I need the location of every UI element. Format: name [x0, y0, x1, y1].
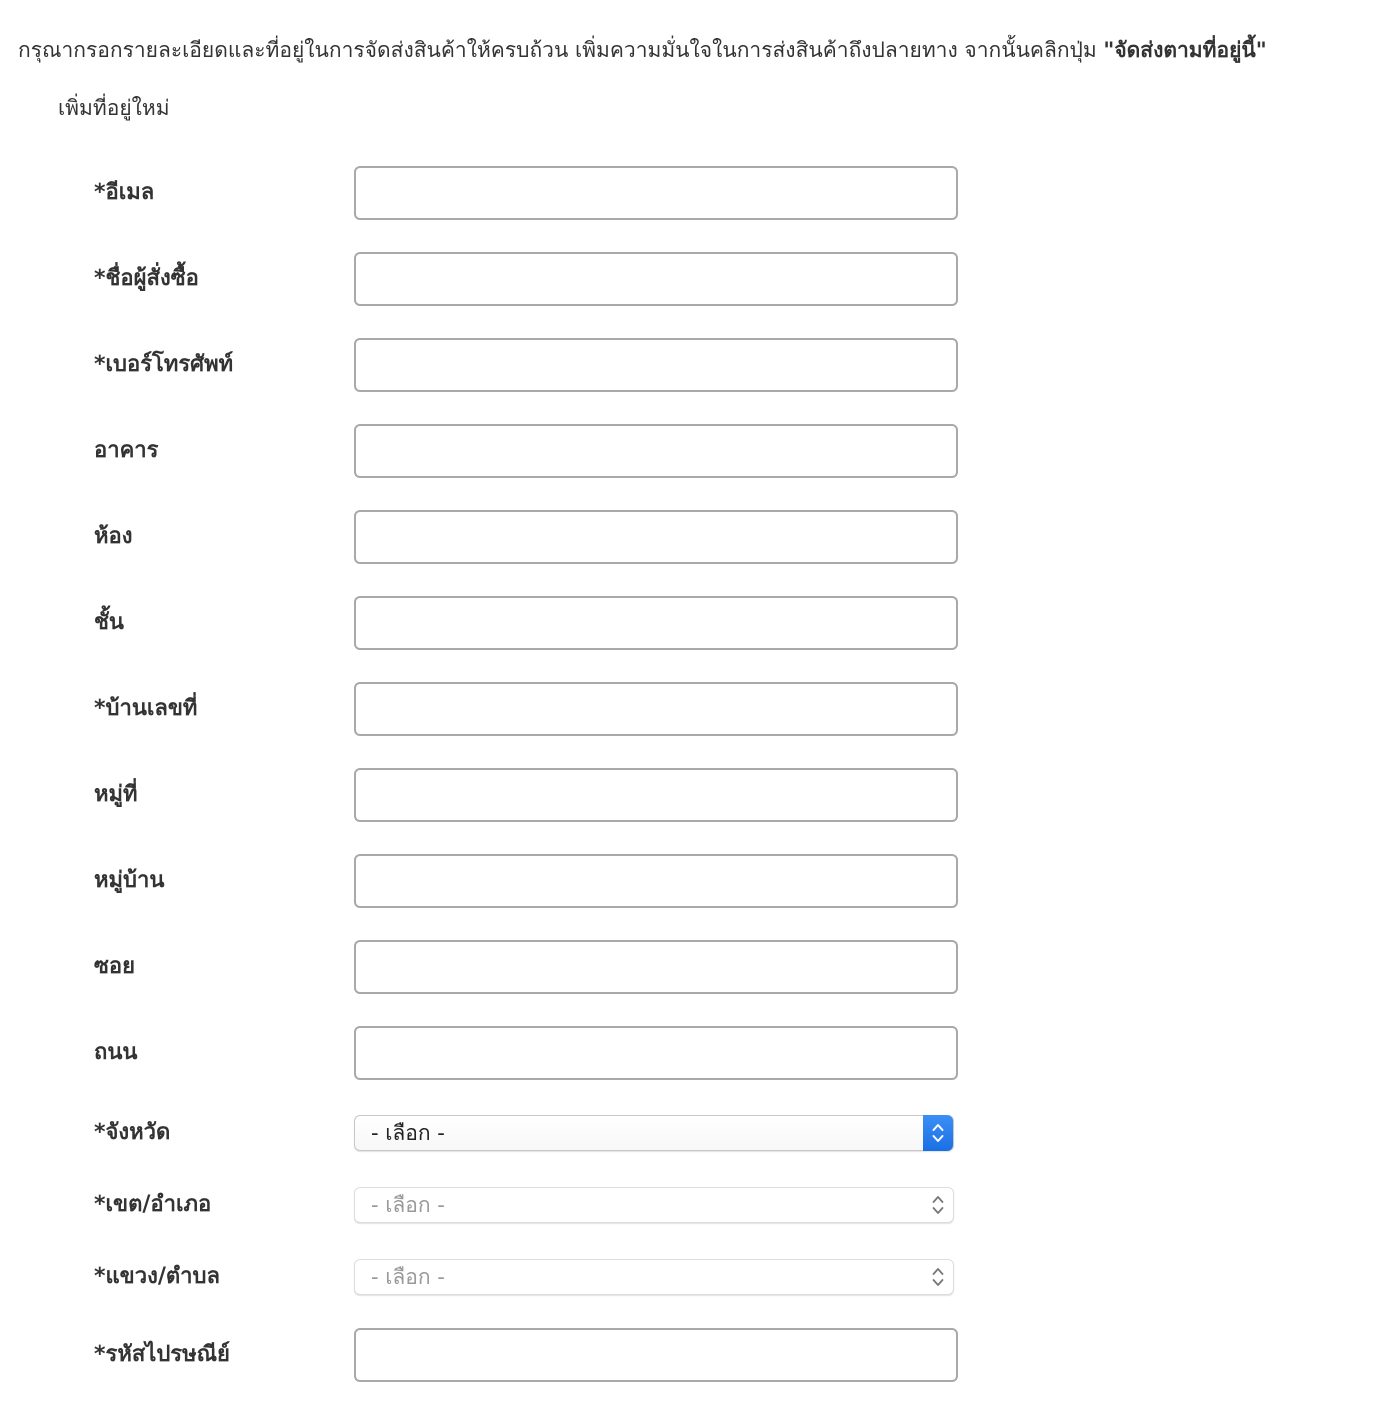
- soi-input[interactable]: [354, 940, 958, 994]
- province-label: *จังหวัด: [94, 1120, 171, 1145]
- village-input[interactable]: [354, 854, 958, 908]
- subdistrict-select-value: - เลือก -: [371, 1265, 445, 1289]
- intro-text: [18, 30, 1388, 70]
- soi-label: ซอย: [94, 954, 136, 979]
- email-label: *อีเมล: [94, 180, 155, 205]
- floor-label: ชั้น: [94, 610, 124, 635]
- postcode-input[interactable]: [354, 1328, 958, 1382]
- road-input[interactable]: [354, 1026, 958, 1080]
- name-label: *ชื่อผู้สั่งซื้อ: [94, 266, 199, 291]
- section-title: เพิ่มที่อยู่ใหม่: [58, 96, 170, 120]
- intro-text-body: กรุณากรอกรายละเอียดและที่อยู่ในการจัดส่งสินค้าให้ครบถ้วน เพิ่มความมั่นใจในการส่งสินค้าถึงปลายทาง จากนั้นคลิกปุ่ม: [18, 38, 1104, 62]
- building-label: อาคาร: [94, 438, 159, 463]
- district-select-value: - เลือก -: [371, 1193, 445, 1217]
- phone-input[interactable]: [354, 338, 958, 392]
- chevron-up-down-icon: [923, 1115, 953, 1151]
- moo-input[interactable]: [354, 768, 958, 822]
- chevron-up-down-icon: [923, 1187, 953, 1223]
- village-label: หมู่บ้าน: [94, 868, 165, 893]
- province-select-value: - เลือก -: [371, 1121, 445, 1145]
- subdistrict-select[interactable]: [354, 1259, 954, 1295]
- district-select[interactable]: [354, 1187, 954, 1223]
- subdistrict-label: *แขวง/ตำบล: [94, 1264, 220, 1289]
- moo-label: หมู่ที่: [94, 782, 138, 807]
- road-label: ถนน: [94, 1040, 138, 1065]
- house-no-label: *บ้านเลขที่: [94, 696, 198, 721]
- intro-button-name: "จัดส่งตามที่อยู่นี้": [1103, 38, 1267, 62]
- province-select[interactable]: [354, 1115, 954, 1151]
- room-input[interactable]: [354, 510, 958, 564]
- postcode-label: *รหัสไปรษณีย์: [94, 1342, 230, 1367]
- room-label: ห้อง: [94, 524, 133, 549]
- house-no-input[interactable]: [354, 682, 958, 736]
- building-input[interactable]: [354, 424, 958, 478]
- district-label: *เขต/อำเภอ: [94, 1192, 212, 1217]
- floor-input[interactable]: [354, 596, 958, 650]
- phone-label: *เบอร์โทรศัพท์: [94, 352, 234, 377]
- chevron-up-down-icon: [923, 1259, 953, 1295]
- email-input[interactable]: [354, 166, 958, 220]
- name-input[interactable]: [354, 252, 958, 306]
